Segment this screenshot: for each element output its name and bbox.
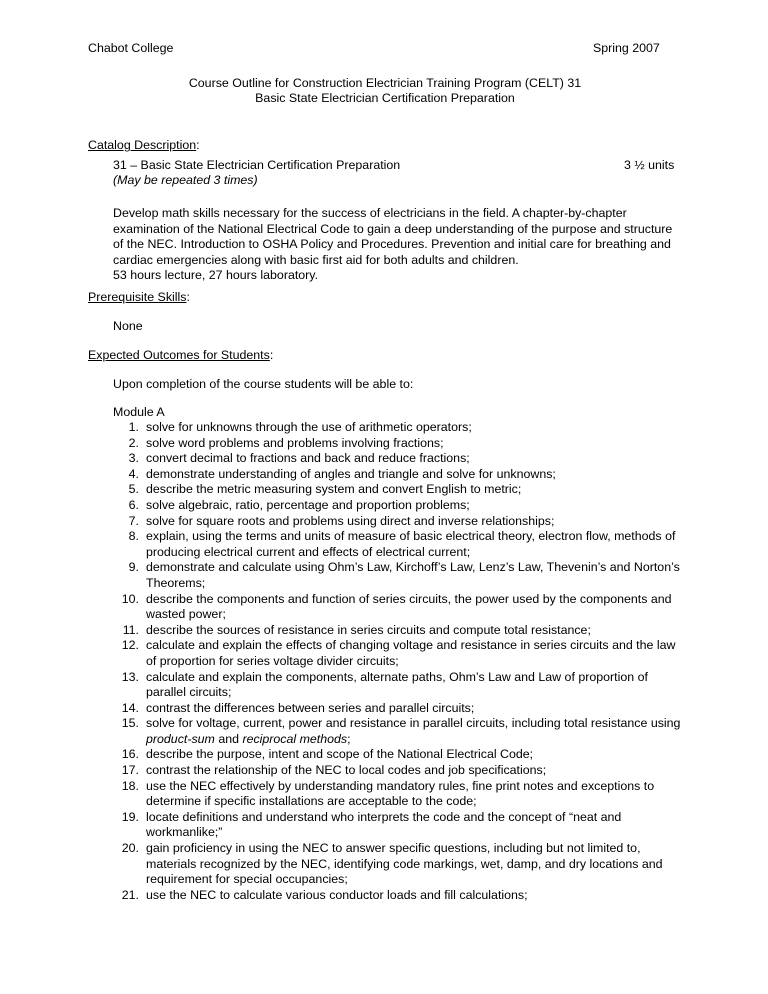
list-item: 21. use the NEC to calculate various conductor loads and fill calculations;	[121, 887, 528, 902]
list-item: 5. describe the metric measuring system and convert English to metric;	[128, 482, 522, 497]
catalog-heading: Catalog Description:	[88, 138, 200, 152]
prerequisite-heading: Prerequisite Skills:	[88, 290, 190, 304]
outcomes-intro: Upon completion of the course students will be able to:	[113, 377, 414, 391]
list-item: 12. calculate and explain the effects of changing voltage and resistance in series circuits and the law of proportion for series voltage divider circuits;	[121, 638, 676, 668]
document-title: Course Outline for Construction Electrician Training Program (CELT) 31	[188, 76, 582, 90]
course-name: 31 – Basic State Electrician Certification Preparation	[113, 158, 401, 172]
prerequisite-value: None	[113, 319, 143, 333]
list-item: 19. locate definitions and understand who interprets the code and the concept of “neat and workmanlike;”	[121, 809, 622, 840]
list-item: 7. solve for square roots and problems using direct and inverse relationships;	[128, 513, 555, 528]
list-item: 15. solve for voltage, current, power and resistance in parallel circuits, including total resistance using product-sum and reciprocal methods;	[121, 716, 681, 746]
list-item: 6. solve algebraic, ratio, percentage and proportion problems;	[128, 497, 470, 512]
list-item: 13. calculate and explain the components, alternate paths, Ohm’s Law and Law of proportion of parallel circuits;	[121, 669, 648, 700]
header-college: Chabot College	[88, 41, 174, 55]
outcomes-heading: Expected Outcomes for Students:	[88, 348, 274, 362]
list-item: 2. solve word problems and problems involving fractions;	[128, 435, 444, 450]
list-item: 18. use the NEC effectively by understanding mandatory rules, fine print notes and exceptions to determine if specific installations are acceptable to the code;	[121, 778, 655, 809]
description-text: Develop math skills necessary for the success of electricians in the field. A chapter-by-chapter examination of the National Electrical Code to gain a deep understanding of the purpose and structure of the NEC. Introduction to OSHA Policy and Procedures. Prevention and initial care for breathing and cardiac emergencies along with basic first aid for both adults and children.	[113, 206, 673, 267]
module-label: Module A	[113, 405, 165, 419]
list-item: 17. contrast the relationship of the NEC to local codes and job specifications;	[121, 763, 547, 778]
list-item: 3. convert decimal to fractions and back and reduce fractions;	[128, 451, 470, 466]
list-item: 1. solve for unknowns through the use of arithmetic operators;	[128, 420, 472, 434]
catalog-description	[113, 206, 683, 284]
list-item: 11. describe the sources of resistance in series circuits and compute total resistance;	[122, 622, 591, 637]
list-item: 20. gain proficiency in using the NEC to answer specific questions, including but not limited to, materials recognized by the NEC, identifying code markings, wet, damp, and dry locations and requirement for special occupancies;	[121, 841, 663, 887]
repeat-note: (May be repeated 3 times)	[113, 173, 258, 187]
list-item: 14. contrast the differences between series and parallel circuits;	[121, 700, 475, 715]
list-item: 10. describe the components and function of series circuits, the power used by the components and wasted power;	[121, 591, 672, 622]
list-item: 4. demonstrate understanding of angles and triangle and solve for unknowns;	[128, 466, 556, 481]
list-item: 8. explain, using the terms and units of measure of basic electrical theory, electron flow, methods of producing electrical current and effects of electrical current;	[128, 529, 676, 559]
list-item: 16. describe the purpose, intent and scope of the National Electrical Code;	[121, 747, 534, 762]
list-item: 9. demonstrate and calculate using Ohm’s Law, Kirchoff’s Law, Lenz’s Law, Thevenin’s and Norton’s Theorems;	[128, 560, 680, 590]
outcomes-list	[88, 420, 688, 903]
document-subtitle: Basic State Electrician Certification Preparation	[255, 91, 515, 105]
course-hours: 53 hours lecture, 27 hours laboratory.	[113, 268, 319, 283]
course-units: 3 ½ units	[624, 158, 675, 172]
header-term: Spring 2007	[593, 41, 660, 55]
